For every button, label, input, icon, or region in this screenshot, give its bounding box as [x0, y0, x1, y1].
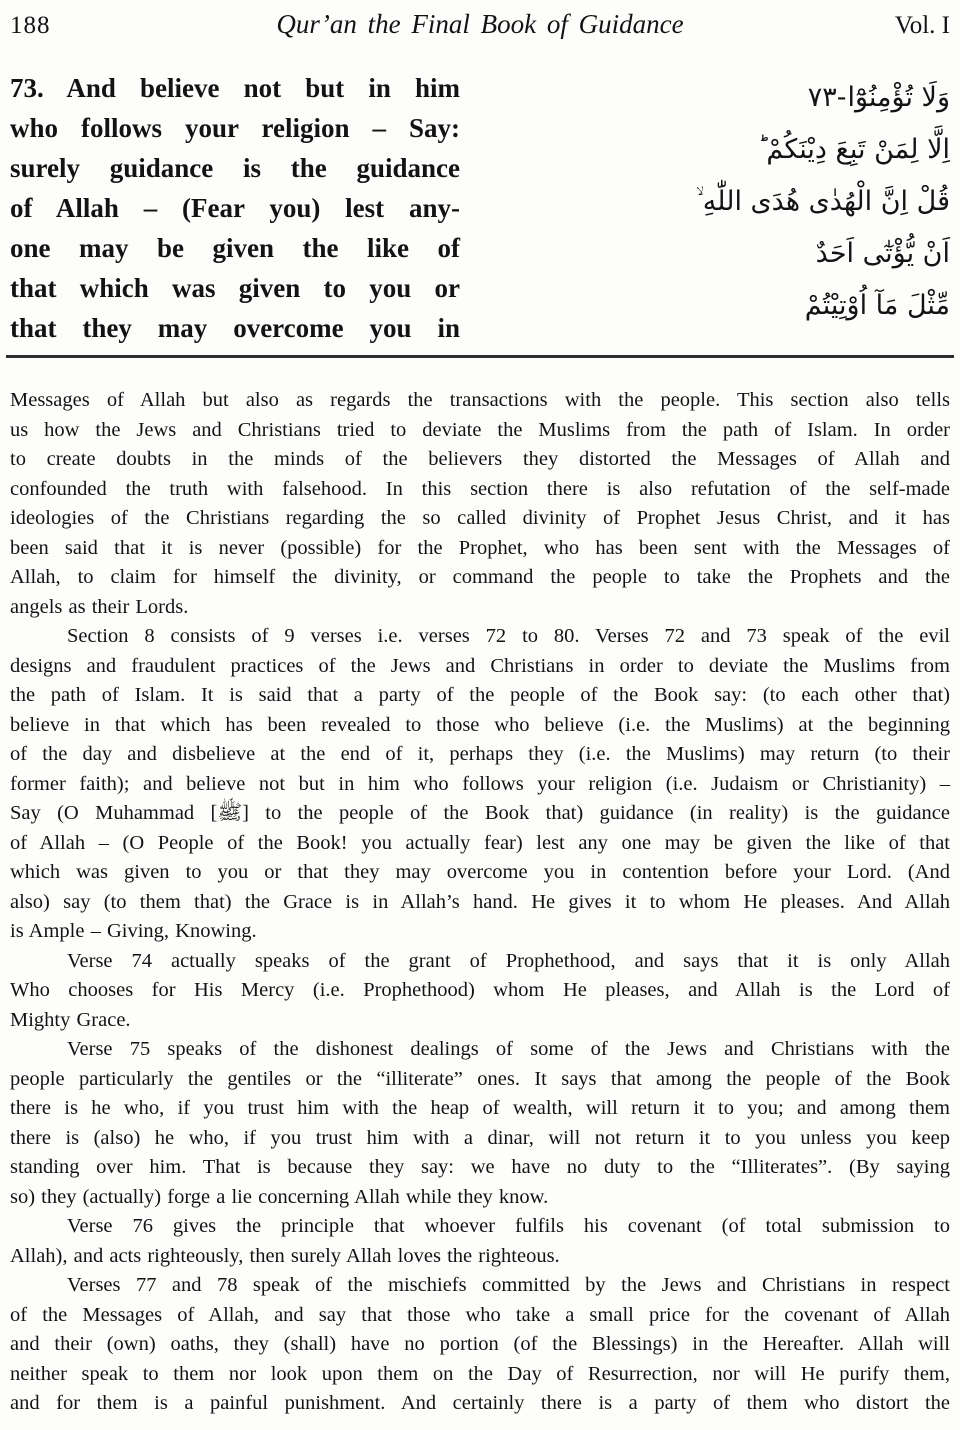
text-line: neither speak to them nor look upon them on the Day of Resurrection, nor will He purify them, [10, 1362, 950, 1385]
arabic-line [460, 124, 950, 176]
text-line: Section 8 consists of 9 verses i.e. verses 72 to 80. Verses 72 and 73 speak of the evil [67, 625, 950, 647]
text-line: that which was given to you or [10, 273, 460, 303]
commentary-paragraph-4 [10, 1035, 950, 1212]
text-line: there is (also) he who, if you trust him with a dinar, will not return it to you unless you keep [10, 1126, 950, 1149]
arabic-text: وَلَا تُؤْمِنُوْٓا [847, 82, 950, 113]
book-title: Qur’an the Final Book of Guidance [276, 9, 684, 39]
text-line: 73. And believe not but in him [10, 73, 460, 103]
commentary-paragraph-3 [10, 947, 950, 1036]
commentary-paragraph-6 [10, 1271, 950, 1419]
text-line: one may be given the like of [10, 233, 460, 263]
arabic-line [460, 228, 950, 280]
text-line: there is he who, if you trust him with the heap of wealth, will return it to you; and among them [10, 1097, 950, 1119]
text-line: of the day and disbelieve at the end of it, perhaps they (i.e. the Muslims) may return (to their [10, 743, 950, 765]
arabic-text: قُلْ اِنَّ الْهُدٰى هُدَى اللّٰهِ ۙ [696, 186, 950, 217]
text-line: Verse 76 gives the principle that whoever fulfils his covenant (of total submission to [67, 1215, 950, 1237]
text-line: of the Messages of Allah, and say that those who take a small price for the covenant of Allah [10, 1303, 950, 1326]
text-line: standing over him. That is because they say: we have no duty to the “Illiterates”. (By saying [10, 1156, 950, 1178]
text-line: which was given to you or that they may overcome you in contention before your Lord. (And [10, 861, 950, 883]
arabic-line [460, 280, 950, 332]
text-line: Verse 74 actually speaks of the grant of Prophethood, and says that it is only Allah [67, 949, 950, 972]
verse-section [10, 68, 950, 348]
text-line: people particularly the gentiles or the “illiterate” ones. It says that among the people of the Book [10, 1067, 950, 1090]
text-line: Allah), and acts righteously, then surely Allah loves the righteous. [10, 1244, 560, 1267]
arabic-text: اَنْ يُّؤْتٰٓى اَحَدٌ [815, 238, 950, 269]
text-line: so) they (actually) forge a lie concerning Allah while they know. [10, 1185, 549, 1208]
text-line: Verses 77 and 78 speak of the mischiefs committed by the Jews and Christians in respect [67, 1274, 950, 1296]
text-line: designs and fraudulent practices of the Jews and Christians in order to deviate the Muslims from [10, 654, 950, 677]
text-line: Messages of Allah but also as regards the transactions with the people. This section also tells [10, 389, 950, 411]
arabic-line [460, 72, 950, 124]
text-line: Who chooses for His Mercy (i.e. Prophethood) whom He pleases, and Allah is the Lord of [10, 979, 950, 1001]
commentary-paragraph-5 [10, 1212, 950, 1271]
text-line: believe in that which has been revealed to those who believe (i.e. the Muslims) at the beginning [10, 713, 950, 736]
text-line: us how the Jews and Christians tried to deviate the Muslims from the path of Islam. In order [10, 418, 950, 441]
text-line: of Allah – (Fear you) lest any- [10, 193, 460, 223]
text-line: Allah, to claim for himself the divinity, or command the people to take the Prophets and the [10, 566, 950, 588]
text-line: been said that it is never (possible) for the Prophet, who has been sent with the Messages of [10, 536, 950, 559]
arabic-verse-number: ۷۳- [807, 82, 847, 113]
text-line: the path of Islam. It is said that a party of the people of the Book say: (to each other that) [10, 684, 950, 706]
text-line: and for them is a painful punishment. And certainly there is a party of them who distort the [10, 1392, 950, 1414]
arabic-text: اِلَّا لِمَنْ تَبِعَ دِيْنَكُمْ ؕ [757, 134, 950, 165]
text-line: that they may overcome you in [10, 313, 460, 343]
volume-label: Vol. I [894, 12, 950, 39]
commentary [10, 386, 950, 1419]
text-line: ideologies of the Christians regarding the so called divinity of Prophet Jesus Christ, and it has [10, 507, 950, 529]
arabic-text: مِّثْلَ مَآ اُوْتِيْتُمْ [804, 290, 950, 321]
text-line: Say (O Muhammad [ﷺ] to the people of the Book that) guidance (in reality) is the guidance [10, 802, 951, 824]
commentary-paragraph-2 [10, 622, 950, 947]
arabic-line [460, 176, 950, 228]
text-line: to create doubts in the minds of the believers they distorted the Messages of Allah and [10, 448, 950, 470]
text-line: is Ample – Giving, Knowing. [10, 920, 257, 942]
text-line: who follows your religion – Say: [10, 113, 460, 143]
page-number: 188 [10, 12, 51, 39]
text-line: Mighty Grace. [10, 1008, 131, 1031]
text-line: also) say (to them that) the Grace is in Allah’s hand. He gives it to whom He pleases. And Allah [10, 890, 950, 913]
commentary-paragraph-1 [10, 386, 950, 622]
text-line: confounded the truth with falsehood. In this section there is also refutation of the self-made [10, 477, 950, 500]
verse-translation-english [10, 68, 460, 348]
verse-arabic [460, 68, 950, 348]
page-header [10, 8, 950, 42]
text-line: angels as their Lords. [10, 595, 189, 618]
text-line: Verse 75 speaks of the dishonest dealings of some of the Jews and Christians with the [67, 1038, 950, 1060]
section-divider [6, 355, 954, 358]
text-line: surely guidance is the guidance [10, 153, 460, 183]
text-line: and their (own) oaths, they (shall) have no portion (of the Blessings) in the Hereafter. Allah will [10, 1333, 950, 1355]
text-line: of Allah – (O People of the Book! you actually fear) lest any one may be given the like of that [10, 831, 950, 854]
text-line: former faith); and believe not but in him who follows your religion (i.e. Judaism or Christianity) – [10, 772, 950, 795]
